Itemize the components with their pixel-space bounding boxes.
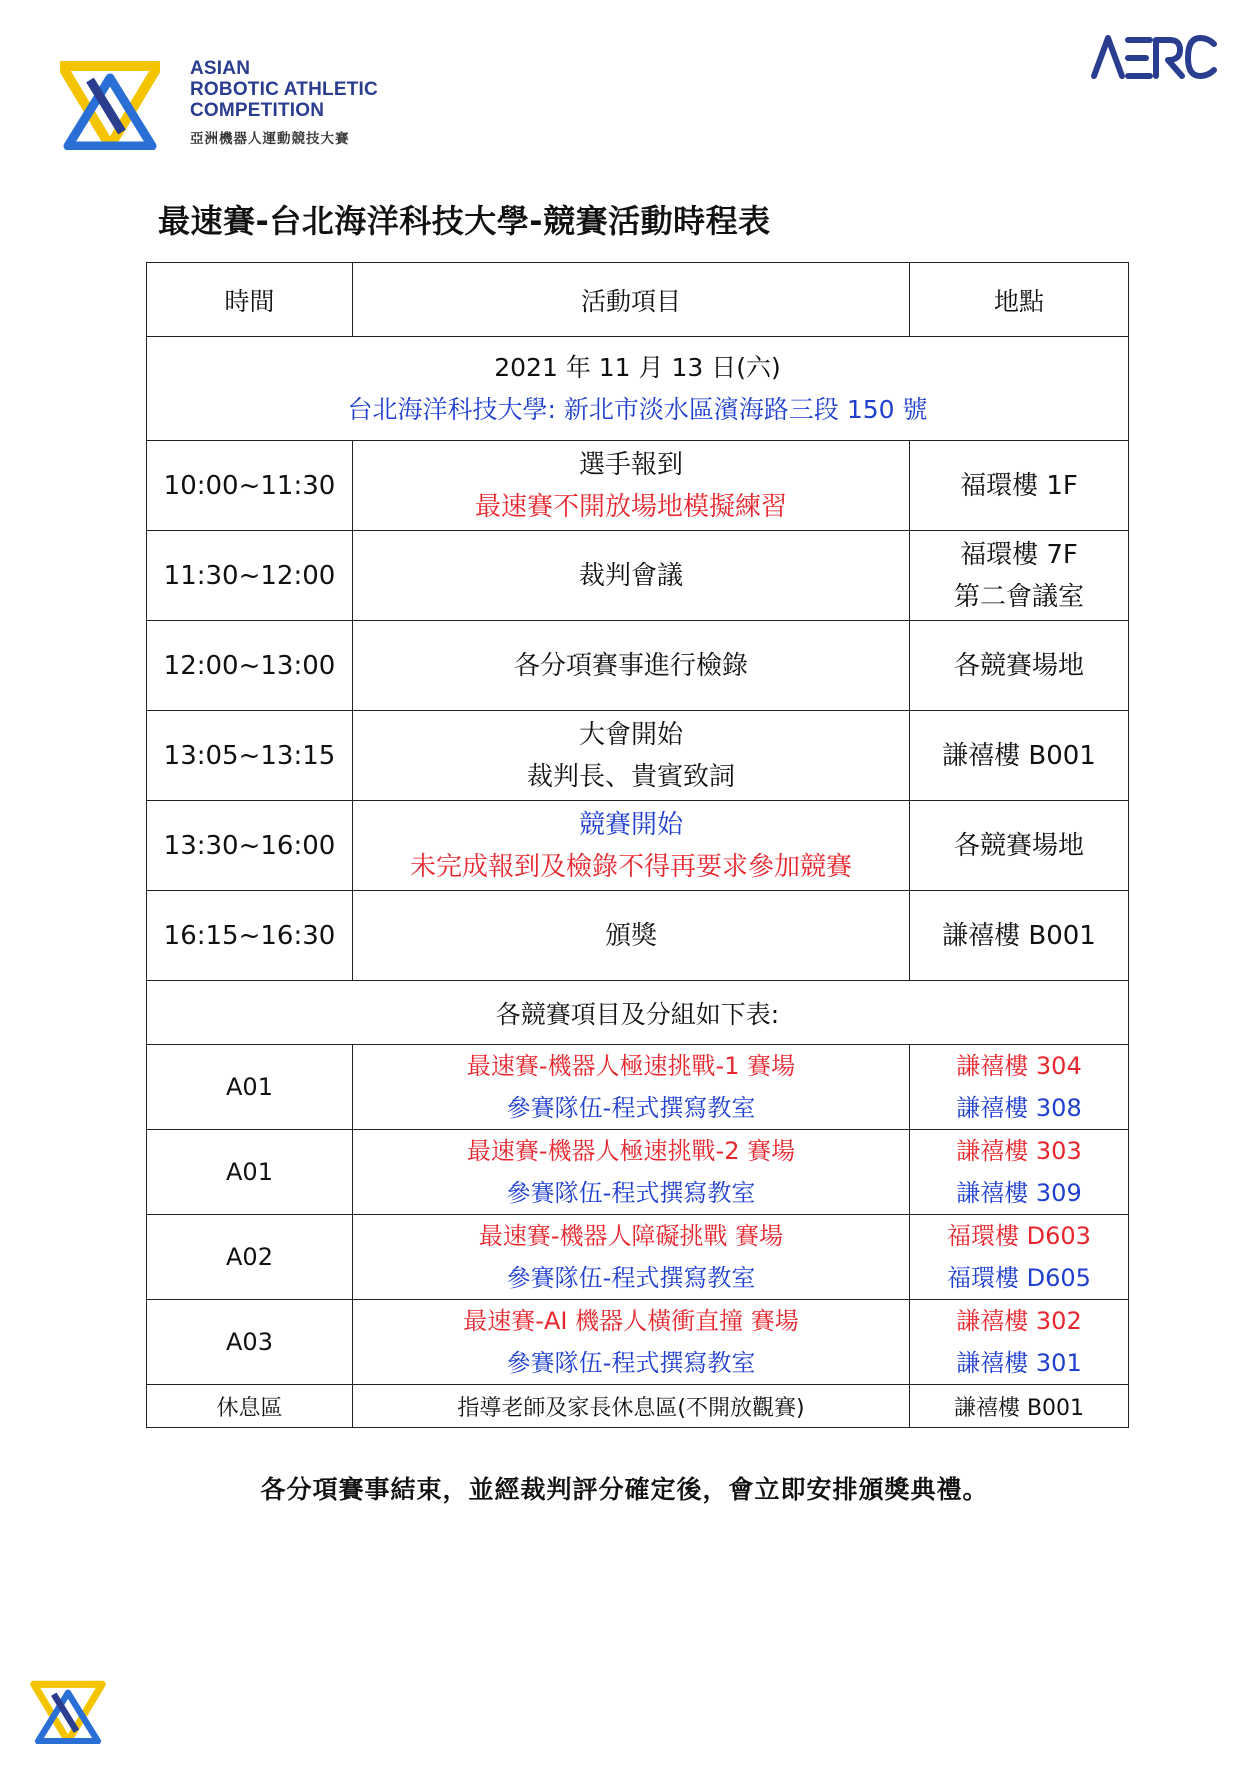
row-activity — [353, 621, 910, 711]
row-activity — [353, 711, 910, 801]
groups-note: 各競賽項目及分組如下表: — [147, 981, 1129, 1045]
row-time: 12:00~13:00 — [147, 621, 353, 711]
footer-note: 各分項賽事結束，並經裁判評分確定後，會立即安排頒獎典禮。 — [260, 1475, 989, 1504]
group-activity — [353, 1045, 910, 1130]
header-location: 地點 — [910, 263, 1129, 337]
event-date: 2021 年 11 月 13 日(六) — [494, 352, 781, 382]
match-room: 謙禧樓 303 — [956, 1137, 1082, 1165]
note-row — [147, 981, 1129, 1045]
row-time: 10:00~11:30 — [147, 441, 353, 531]
arac-logo-icon — [60, 60, 160, 150]
row-time: 16:15~16:30 — [147, 891, 353, 981]
row-time: 13:30~16:00 — [147, 801, 353, 891]
match-room: 福環樓 D603 — [947, 1222, 1091, 1250]
group-location — [910, 1130, 1129, 1215]
header-time: 時間 — [147, 263, 353, 337]
activity-warning: 未完成報到及檢錄不得再要求參加競賽 — [409, 851, 852, 882]
group-row — [147, 1215, 1129, 1300]
group-activity — [353, 1300, 910, 1385]
schedule-table — [146, 262, 1129, 1428]
activity-line: 裁判會議 — [578, 560, 683, 591]
table-row — [147, 801, 1129, 891]
page-title: 最速賽-台北海洋科技大學-競賽活動時程表 — [158, 202, 771, 240]
group-match: 最速賽-機器人極速挑戰-1 賽場 — [466, 1052, 796, 1080]
table-row — [147, 891, 1129, 981]
group-team: 參賽隊伍-程式撰寫教室 — [506, 1094, 756, 1122]
group-row — [147, 1300, 1129, 1385]
group-team: 參賽隊伍-程式撰寫教室 — [506, 1349, 756, 1377]
table-row — [147, 711, 1129, 801]
location-line: 福環樓 7F — [960, 539, 1078, 570]
group-location — [910, 1045, 1129, 1130]
brand-name — [190, 58, 378, 147]
match-room: 謙禧樓 304 — [956, 1052, 1082, 1080]
group-row — [147, 1130, 1129, 1215]
row-location — [910, 441, 1129, 531]
location-line: 各競賽場地 — [953, 830, 1084, 861]
activity-line: 大會開始 — [578, 719, 683, 750]
row-activity — [353, 891, 910, 981]
rest-name: 休息區 — [147, 1385, 353, 1428]
row-time: 11:30~12:00 — [147, 531, 353, 621]
team-room: 謙禧樓 308 — [956, 1094, 1082, 1122]
location-line: 謙禧樓 B001 — [942, 740, 1096, 771]
row-location — [910, 801, 1129, 891]
activity-line: 競賽開始 — [578, 809, 683, 840]
row-location — [910, 711, 1129, 801]
header-activity: 活動項目 — [353, 263, 910, 337]
activity-line: 選手報到 — [578, 449, 683, 480]
team-room: 謙禧樓 301 — [956, 1349, 1082, 1377]
row-time: 13:05~13:15 — [147, 711, 353, 801]
activity-warning: 最速賽不開放場地模擬練習 — [474, 491, 787, 522]
brand-line-1: ASIAN — [190, 58, 251, 79]
group-location — [910, 1300, 1129, 1385]
table-header-row — [147, 263, 1129, 337]
date-row — [147, 337, 1129, 441]
row-activity — [353, 441, 910, 531]
group-match: 最速賽-機器人障礙挑戰 賽場 — [478, 1222, 784, 1250]
group-code: A03 — [147, 1300, 353, 1385]
table-row — [147, 621, 1129, 711]
rest-location: 謙禧樓 B001 — [910, 1385, 1129, 1428]
brand-line-2: ROBOTIC ATHLETIC — [190, 79, 378, 100]
group-team: 參賽隊伍-程式撰寫教室 — [506, 1179, 756, 1207]
group-match: 最速賽-機器人極速挑戰-2 賽場 — [466, 1137, 796, 1165]
row-activity — [353, 531, 910, 621]
location-line: 第二會議室 — [953, 581, 1084, 612]
group-team: 參賽隊伍-程式撰寫教室 — [506, 1264, 756, 1292]
team-room: 謙禧樓 309 — [956, 1179, 1082, 1207]
activity-line: 頒獎 — [604, 920, 657, 951]
rest-row — [147, 1385, 1129, 1428]
team-room: 福環樓 D605 — [947, 1264, 1091, 1292]
group-row — [147, 1045, 1129, 1130]
group-code: A01 — [147, 1045, 353, 1130]
group-code: A01 — [147, 1130, 353, 1215]
match-room: 謙禧樓 302 — [956, 1307, 1082, 1335]
arac-logo-small-icon — [28, 1680, 108, 1744]
group-activity — [353, 1215, 910, 1300]
group-activity — [353, 1130, 910, 1215]
location-line: 福環樓 1F — [960, 470, 1078, 501]
aerc-logo-icon — [1090, 32, 1220, 80]
row-location — [910, 621, 1129, 711]
row-location — [910, 891, 1129, 981]
row-location — [910, 531, 1129, 621]
rest-activity: 指導老師及家長休息區(不開放觀賽) — [353, 1385, 910, 1428]
row-activity — [353, 801, 910, 891]
location-line: 謙禧樓 B001 — [942, 920, 1096, 951]
brand-line-3: COMPETITION — [190, 100, 325, 121]
group-location — [910, 1215, 1129, 1300]
activity-line: 裁判長、貴賓致詞 — [526, 761, 735, 792]
event-venue: 台北海洋科技大學: 新北市淡水區濱海路三段 150 號 — [347, 394, 928, 424]
location-line: 各競賽場地 — [953, 650, 1084, 681]
group-match: 最速賽-AI 機器人橫衝直撞 賽場 — [463, 1307, 799, 1335]
brand-chinese: 亞洲機器人運動競技大賽 — [190, 131, 350, 147]
table-row — [147, 531, 1129, 621]
table-row — [147, 441, 1129, 531]
activity-line: 各分項賽事進行檢錄 — [513, 650, 748, 681]
group-code: A02 — [147, 1215, 353, 1300]
